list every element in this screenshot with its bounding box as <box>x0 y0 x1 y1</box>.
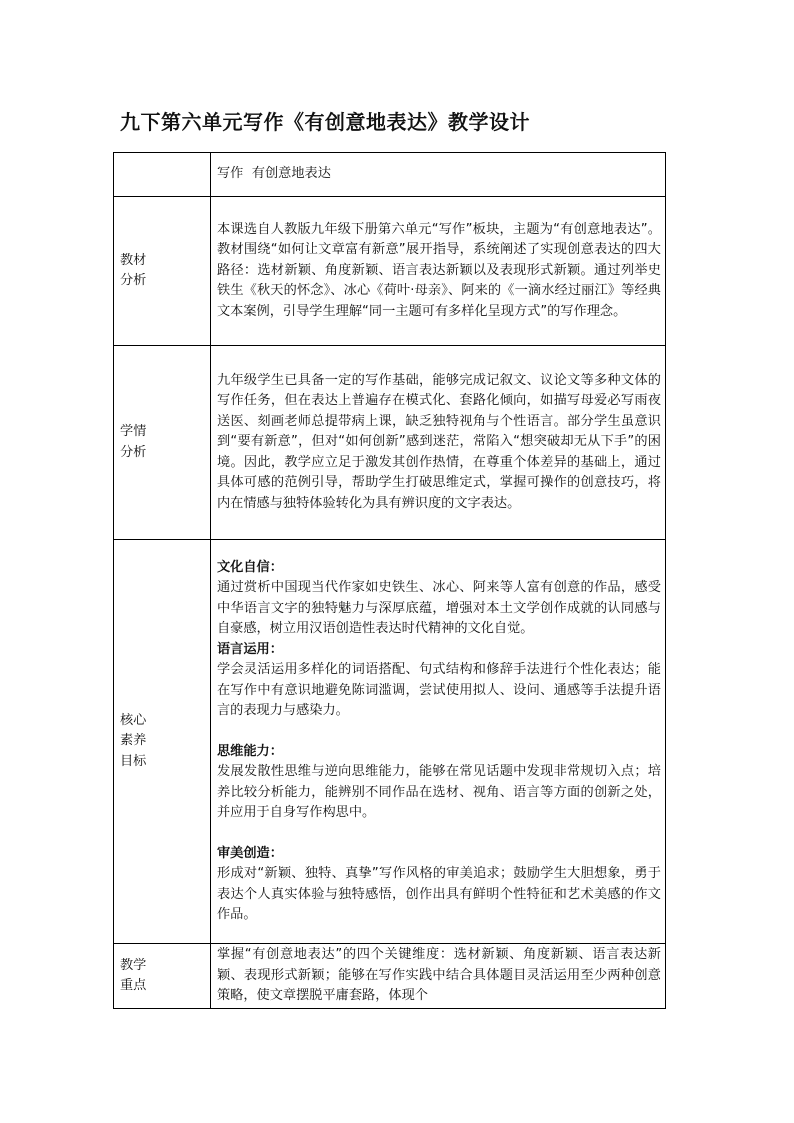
document-title: 九下第六单元写作《有创意地表达》教学设计 <box>120 110 530 134</box>
textbook-analysis-text: 本课选自人教版九年级下册第六单元“写作”板块，主题为“有创意地表达”。教材围绕“如何让文章富有新意”展开指导，系统阐述了实现创意表达的四大路径：选材新颖、角度新颖、语言表达新颖以及表现形式新颖。通过列举史铁生《秋天的怀念》、冰心《荷叶·母亲》、阿来的《一滴水经过丽江》等经典文本案例，引导学生理解“同一主题可有多样化呈现方式”的写作理念。 <box>211 197 666 346</box>
teaching-focus-label: 教学 重点 <box>114 944 211 1009</box>
section-text-thinking-ability: 发展发散性思维与逆向思维能力，能够在常见话题中发现非常规切入点；培养比较分析能力，能辨别不同作品在选材、视角、语言等方面的创新之处，并应用于自身写作构思中。 <box>217 764 661 820</box>
section-heading-thinking-ability: 思维能力： <box>217 743 283 759</box>
core-literacy-label: 核心 素养 目标 <box>114 540 211 944</box>
section-heading-cultural-confidence: 文化自信： <box>217 559 283 575</box>
section-heading-language-use: 语言运用： <box>217 641 283 657</box>
section-text-language-use: 学会灵活运用多样化的词语搭配、句式结构和修辞手法进行个性化表达；能在写作中有意识地避免陈词滥调，尝试使用拟人、设问、通感等手法提升语言的表现力与感染力。 <box>217 662 661 718</box>
textbook-analysis-label: 教材 分析 <box>114 197 211 346</box>
spacer <box>217 824 661 844</box>
core-literacy-content <box>211 540 666 944</box>
student-analysis-label: 学情 分析 <box>114 346 211 540</box>
student-analysis-text: 九年级学生已具备一定的写作基础，能够完成记叙文、议论文等多种文体的写作任务，但在表达上普遍存在模式化、套路化倾向，如描写母爱必写雨夜送医、刻画老师总提带病上课，缺乏独特视角与个性语言。部分学生虽意识到“要有新意”，但对“如何创新”感到迷茫，常陷入“想突破却无从下手”的困境。因此，教学应立足于激发其创作热情，在尊重个体差异的基础上，通过具体可感的范例引导，帮助学生打破思维定式，掌握可操作的创意技巧，将内在情感与独特体验转化为具有辨识度的文字表达。 <box>211 346 666 540</box>
table-row-textbook-analysis <box>114 197 666 346</box>
table-row-teaching-focus <box>114 944 666 1009</box>
section-text-cultural-confidence: 通过赏析中国现当代作家如史铁生、冰心、阿来等人富有创意的作品，感受中华语言文字的独特魅力与深厚底蕴，增强对本土文学创作成就的认同感与自豪感，树立用汉语创造性表达时代精神的文化自觉。 <box>217 580 661 636</box>
lesson-design-table <box>113 152 666 1009</box>
table-row-core-literacy-goals <box>114 540 666 944</box>
section-text-aesthetic-creation: 形成对“新颖、独特、真挚”写作风格的审美追求；鼓励学生大胆想象，勇于表达个人真实体验与独特感悟，创作出具有鲜明个性特征和艺术美感的作文作品。 <box>217 866 661 922</box>
spacer <box>217 722 661 742</box>
teaching-focus-text: 掌握“有创意地表达”的四个关键维度：选材新颖、角度新颖、语言表达新颖、表现形式新颖；能够在写作实践中结合具体题目灵活运用至少两种创意策略，使文章摆脱平庸套路，体现个 <box>211 944 666 1009</box>
lesson-topic-cell: 写作 有创意地表达 <box>211 153 666 197</box>
table-row-student-analysis <box>114 346 666 540</box>
table-row-header <box>114 153 666 197</box>
section-heading-aesthetic-creation: 审美创造： <box>217 845 283 861</box>
header-label-cell <box>114 153 211 197</box>
